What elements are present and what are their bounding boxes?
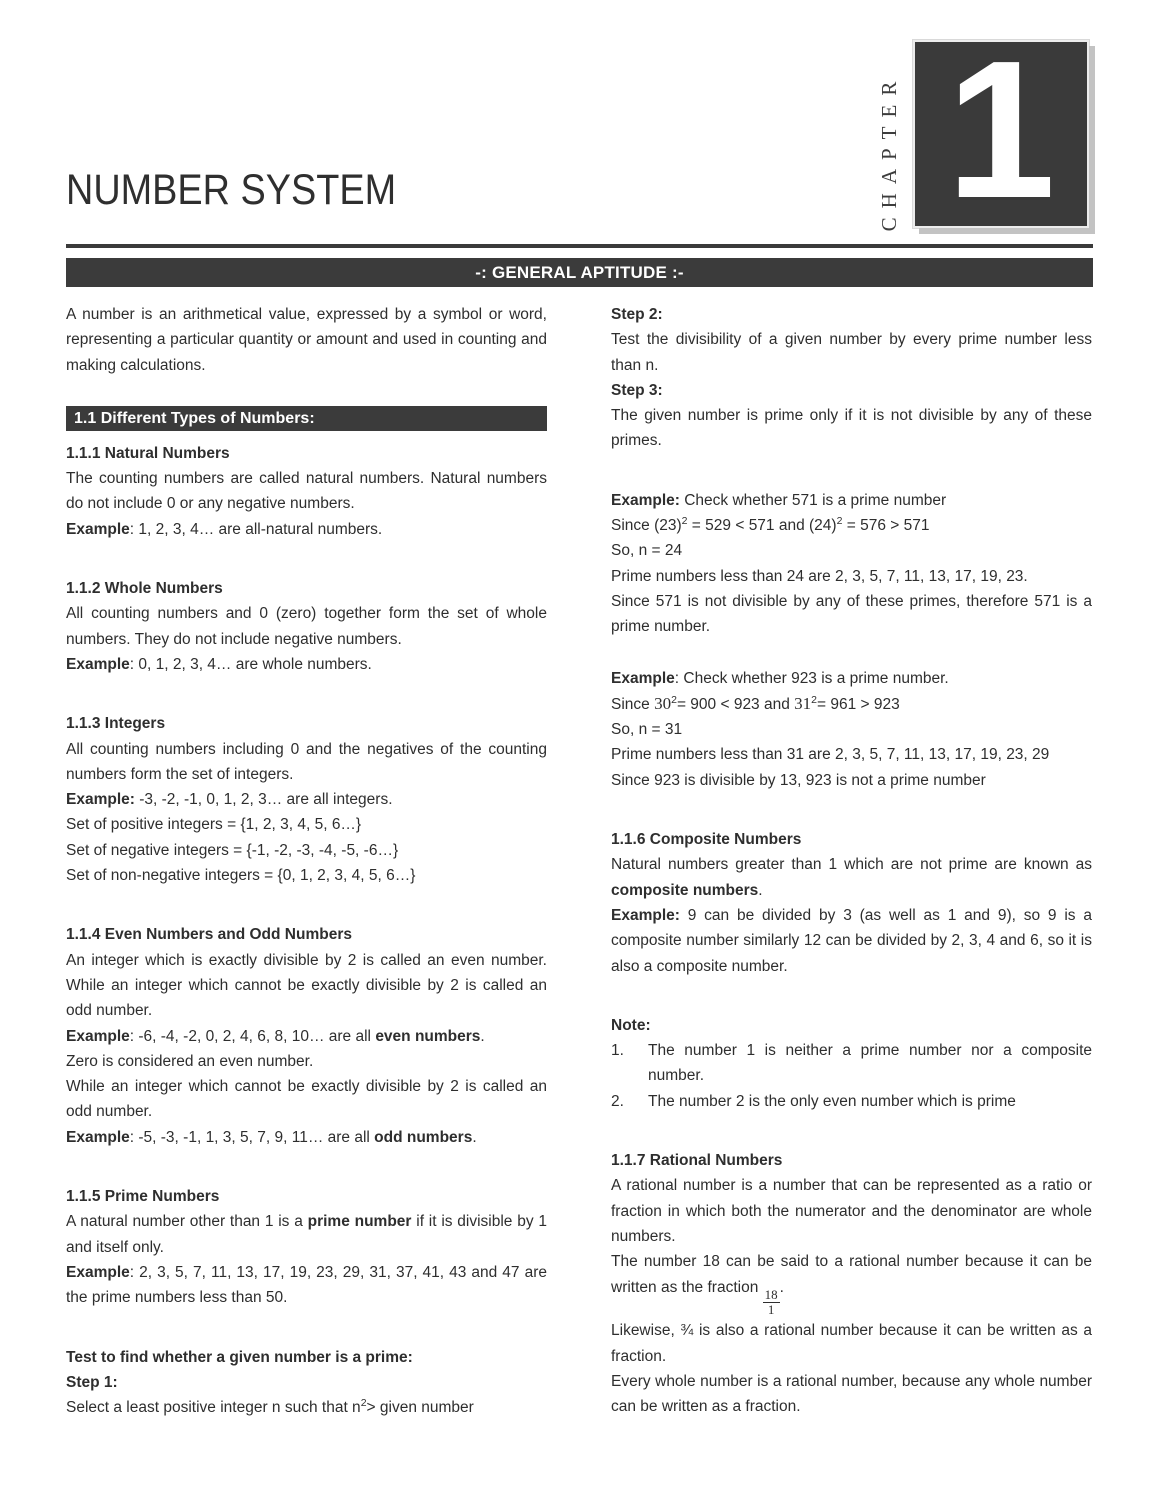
superscript-2: 2 — [671, 693, 677, 706]
heading-natural-numbers: 1.1.1 Natural Numbers — [66, 444, 230, 462]
step-2-body: Test the divisibility of a given number by every prime number less than n. — [611, 331, 1092, 374]
example-923-conclusion: Since 923 is divisible by 13, 923 is not a prime number — [611, 771, 986, 789]
example-text: : 1, 2, 3, 4… are all-natural numbers. — [129, 520, 383, 538]
right-column — [611, 302, 1092, 1420]
composite-example — [611, 903, 1092, 979]
note-item-text: The number 2 is the only even number which is prime — [648, 1092, 1016, 1110]
rational-18-text: The number 18 can be said to a rational number because it can be written as the fraction — [611, 1253, 1092, 1296]
step-3-label: Step 3: — [611, 381, 663, 399]
step-1-body — [66, 1395, 547, 1420]
prime-numbers-example — [66, 1260, 547, 1311]
even-odd-body: An integer which is exactly divisible by 2 is called an even number. While an integer which cannot be exactly divisible by 2 is called an odd number. — [66, 951, 547, 1020]
example-text: : Check whether 923 is a prime number. — [674, 669, 949, 687]
two-column-content — [66, 302, 1093, 1420]
step1-text-post: > given number — [366, 1399, 474, 1417]
since-text: Since — [611, 695, 655, 713]
rational-body: A rational number is a number that can be represented as a ratio or fraction in which both the numerator and the denominator are whole numbers. — [611, 1177, 1092, 1245]
rational-three-quarters-paragraph: Likewise, ¾ is also a rational number because it can be written as a fraction. — [611, 1322, 1092, 1365]
example-text: : 0, 1, 2, 3, 4… are whole numbers. — [129, 655, 372, 673]
inequality-end: = 576 > 571 — [842, 517, 930, 535]
whole-numbers-example — [66, 652, 547, 677]
heading-even-odd-numbers: 1.1.4 Even Numbers and Odd Numbers — [66, 926, 352, 944]
natural-numbers-body: The counting numbers are called natural numbers. Natural numbers do not include 0 or any negative numbers. — [66, 470, 547, 513]
integers-body: All counting numbers including 0 and the negatives of the counting numbers form the set of integers. — [66, 740, 547, 783]
math-30: 30 — [654, 693, 672, 713]
set-negative-integers: Set of negative integers = {-1, -2, -3, -4, -5, -6…} — [66, 841, 399, 859]
inequality-mid: = 900 < 923 and — [676, 695, 795, 713]
rational-18-period: . — [779, 1278, 784, 1296]
example-period: . — [472, 1128, 477, 1146]
intro-paragraph: A number is an arithmetical value, expressed by a symbol or word, representing a particular quantity or amount and used in counting and making calculations. — [66, 306, 547, 374]
odd-numbers-term: odd numbers — [374, 1128, 473, 1146]
zero-even-note: Zero is considered an even number. — [66, 1052, 314, 1070]
integers-example — [66, 787, 547, 812]
whole-numbers-body: All counting numbers and 0 (zero) together form the set of whole numbers. They do not include negative numbers. — [66, 605, 547, 648]
step-2-label: Step 2: — [611, 306, 663, 323]
odd-number-definition: While an integer which cannot be exactly divisible by 2 is called an odd number. — [66, 1078, 547, 1121]
note-item-number: 1. — [611, 1042, 624, 1060]
example-text: : -5, -3, -1, 1, 3, 5, 7, 9, 11… are all — [129, 1128, 375, 1146]
example-label: Example — [66, 655, 130, 673]
example-label: Example — [611, 669, 675, 687]
math-31: 31 — [794, 693, 812, 713]
since-text: Since (23) — [611, 517, 682, 535]
fraction-denominator: 1 — [767, 1302, 775, 1318]
superscript-2: 2 — [836, 514, 843, 527]
heading-composite-numbers: 1.1.6 Composite Numbers — [611, 831, 802, 849]
chapter-number-box — [913, 20, 1089, 239]
example-label: Example — [66, 1128, 130, 1146]
example-571-inequality — [611, 513, 1092, 538]
composite-body — [611, 852, 1092, 903]
step-1-label: Step 1: — [66, 1373, 118, 1391]
general-aptitude-banner — [66, 258, 1093, 287]
set-nonnegative-integers: Set of non-negative integers = {0, 1, 2, 3, 4, 5, 6…} — [66, 867, 416, 885]
left-column — [66, 302, 547, 1420]
page-header — [66, 0, 1093, 244]
prime-numbers-body — [66, 1209, 547, 1260]
example-923-primes-list: Prime numbers less than 31 are 2, 3, 5, 7, 11, 13, 17, 19, 23, 29 — [611, 746, 1050, 764]
example-label: Example — [66, 520, 130, 538]
example-923-inequality — [611, 691, 1092, 717]
rational-18-paragraph — [611, 1249, 1092, 1318]
note-item-1 — [611, 1038, 1092, 1089]
prime-body-post: if it is divisible by 1 and itself only. — [66, 1213, 547, 1256]
example-label: Example — [66, 1263, 130, 1281]
example-571-n-value: So, n = 24 — [611, 542, 683, 560]
example-label: Example — [66, 1027, 130, 1045]
step1-superscript: 2 — [360, 1396, 367, 1409]
header-rule — [66, 244, 1093, 248]
prime-number-term: prime number — [307, 1213, 412, 1231]
example-label: Example: — [66, 791, 135, 809]
example-label: Example: — [611, 491, 680, 509]
step-3-body: The given number is prime only if it is not divisible by any of these primes. — [611, 407, 1092, 450]
heading-integers: 1.1.3 Integers — [66, 715, 166, 733]
example-text: Check whether 571 is a prime number — [679, 491, 947, 509]
natural-numbers-example — [66, 517, 547, 542]
heading-rational-numbers: 1.1.7 Rational Numbers — [611, 1152, 783, 1170]
example-571-conclusion: Since 571 is not divisible by any of these primes, therefore 571 is a prime number. — [611, 592, 1092, 636]
set-positive-integers: Set of positive integers = {1, 2, 3, 4, 5, 6…} — [66, 816, 362, 834]
note-item-number: 2. — [611, 1092, 624, 1110]
step1-text-pre: Select a least positive integer n such that n — [66, 1399, 361, 1417]
example-label: Example: — [611, 906, 680, 924]
superscript-2: 2 — [681, 514, 688, 527]
odd-numbers-example — [66, 1125, 547, 1150]
chapter-vertical-label: CHAPTER — [877, 72, 901, 232]
example-923-n-value: So, n = 31 — [611, 721, 683, 739]
even-numbers-example — [66, 1024, 547, 1049]
example-text: -3, -2, -1, 0, 1, 2, 3… are all integers. — [134, 791, 393, 809]
note-heading: Note: — [611, 1016, 651, 1034]
example-text: : 2, 3, 5, 7, 11, 13, 17, 19, 23, 29, 31, 37, 41, 43 and 47 are the prime numbers less than 50. — [66, 1263, 547, 1307]
composite-body-pre: Natural numbers greater than 1 which are not prime are known as — [611, 856, 1092, 874]
example-text: : -6, -4, -2, 0, 2, 4, 6, 8, 10… are all — [129, 1027, 376, 1045]
note-item-text: The number 1 is neither a prime number nor a composite number. — [648, 1042, 1092, 1085]
composite-body-end: . — [758, 881, 763, 899]
section-1-1-banner: 1.1 Different Types of Numbers: — [66, 406, 547, 431]
page-title — [66, 166, 441, 215]
prime-body-pre: A natural number other than 1 is a — [66, 1213, 308, 1231]
even-numbers-term: even numbers — [375, 1027, 481, 1045]
heading-whole-numbers: 1.1.2 Whole Numbers — [66, 580, 223, 598]
rational-whole-number-paragraph: Every whole number is a rational number, because any whole number can be written as a fraction. — [611, 1372, 1092, 1416]
example-923-title — [611, 666, 1092, 691]
composite-numbers-term: composite numbers — [611, 881, 759, 899]
page-title-text: NUMBER SYSTEM — [66, 166, 397, 214]
heading-prime-test: Test to find whether a given number is a prime: — [66, 1348, 413, 1366]
inequality-end: = 961 > 923 — [817, 695, 900, 713]
example-571-title — [611, 488, 1092, 513]
chapter-number: 1 — [946, 20, 1056, 239]
inequality-mid: = 529 < 571 and (24) — [687, 517, 837, 535]
example-period: . — [480, 1027, 485, 1045]
heading-prime-numbers: 1.1.5 Prime Numbers — [66, 1188, 220, 1206]
example-571-primes-list: Prime numbers less than 24 are 2, 3, 5, 7, 11, 13, 17, 19, 23. — [611, 567, 1028, 585]
general-aptitude-banner-text: -: GENERAL APTITUDE :- — [475, 263, 684, 282]
fraction-18-over-1 — [763, 1288, 780, 1319]
fraction-numerator: 18 — [764, 1286, 778, 1302]
note-item-2 — [611, 1089, 1092, 1114]
example-text: 9 can be divided by 3 (as well as 1 and 9), so 9 is a composite number similarly 12 can be divided by 2, 3, 4 and 6, so it is also a composite number. — [611, 906, 1092, 975]
superscript-2: 2 — [811, 693, 817, 706]
